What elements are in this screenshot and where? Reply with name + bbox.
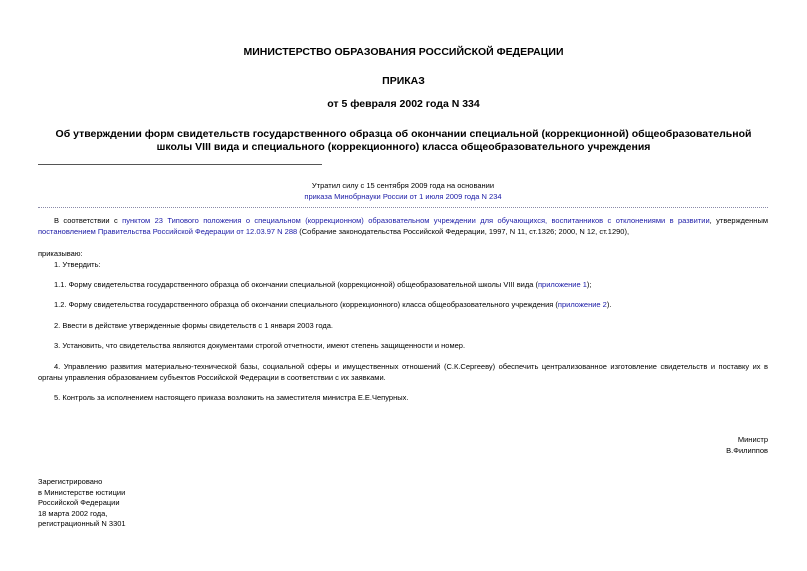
item-5: 5. Контроль за исполнением настоящего приказа возложить на заместителя министра Е.Е.Чепурных.: [54, 393, 409, 402]
item-2: 2. Ввести в действие утвержденные формы свидетельств с 1 января 2003 года.: [54, 321, 333, 330]
item-4: 4. Управлению развития материально-технической базы, социальной сферы и имущественных отношений (С.К.Сергееву) обеспечить централизованное изготовление свидетельств и поставку их в органы управления образованием субъектов Российской Федерации в соответствии с их заявками.: [38, 362, 768, 382]
registration-line-5: регистрационный N 3301: [38, 519, 126, 528]
registration-line-2: в Министерстве юстиции: [38, 488, 126, 497]
item-1-1: [38, 280, 768, 291]
repeal-order-link[interactable]: приказа Минобрнауки России от 1 июля 2009 года N 234: [304, 192, 502, 201]
appendix-1-link[interactable]: приложение 1: [538, 280, 587, 289]
registration-line-1: Зарегистрировано: [38, 477, 103, 486]
item-1: 1. Утвердить:: [54, 260, 101, 269]
orders-word: приказываю:: [38, 249, 83, 258]
status-separator: [38, 207, 768, 208]
item-1-2-text: 1.2. Форму свидетельства государственного образца об окончании специального (коррекционного) класса общеобразовательного учреждения (: [54, 300, 558, 309]
signature-position: Министр: [737, 435, 768, 444]
document-date-number: от 5 февраля 2002 года N 334: [327, 98, 480, 110]
typical-regulation-link[interactable]: пунктом 23 Типового положения о специальном (коррекционном) образовательном учреждении для обучающихся, воспитанников с отклонениями в развитии: [122, 216, 710, 225]
item-1-2: [38, 300, 768, 311]
preamble-text-a: В соответствии с: [54, 216, 123, 225]
item-1-1-text: 1.1. Форму свидетельства государственного образца об окончании специальной (коррекционной) общеобразовательной школы VIII вида (: [54, 280, 538, 289]
registration-line-3: Российской Федерации: [38, 498, 120, 507]
status-note-link-line: [38, 191, 768, 202]
ministry-heading: МИНИСТЕРСТВО ОБРАЗОВАНИЯ РОССИЙСКОЙ ФЕДЕРАЦИИ: [243, 46, 564, 58]
item-1-2-tail: ).: [606, 300, 612, 309]
preamble-paragraph: [38, 216, 768, 237]
preamble-text-b: , утвержденным: [709, 216, 768, 225]
title-divider: [38, 164, 322, 165]
item-3: 3. Установить, что свидетельства являются документами строгой отчетности, имеют степень защищенности и номер.: [54, 341, 466, 350]
registration-line-4: 18 марта 2002 года,: [38, 509, 108, 518]
signature-name: В.Филиппов: [726, 446, 768, 455]
appendix-2-link[interactable]: приложение 2: [557, 300, 607, 309]
government-decree-link[interactable]: постановлением Правительства Российской Федерации от 12.03.97 N 288: [38, 226, 298, 236]
preamble-text-c: (Собрание законодательства Российской Федерации, 1997, N 11, ст.1326; 2000, N 12, ст.1290),: [297, 226, 630, 236]
status-note: Утратил силу с 15 сентября 2009 года на основании: [311, 181, 495, 190]
item-1-1-tail: );: [586, 280, 592, 289]
document-type: ПРИКАЗ: [382, 75, 425, 87]
document-title: Об утверждении форм свидетельств государственного образца об окончании специальной (коррекционной) общеобразовательной школы VIII вида и специального (коррекционного) класса общеобразовательного учреждения: [55, 128, 752, 153]
